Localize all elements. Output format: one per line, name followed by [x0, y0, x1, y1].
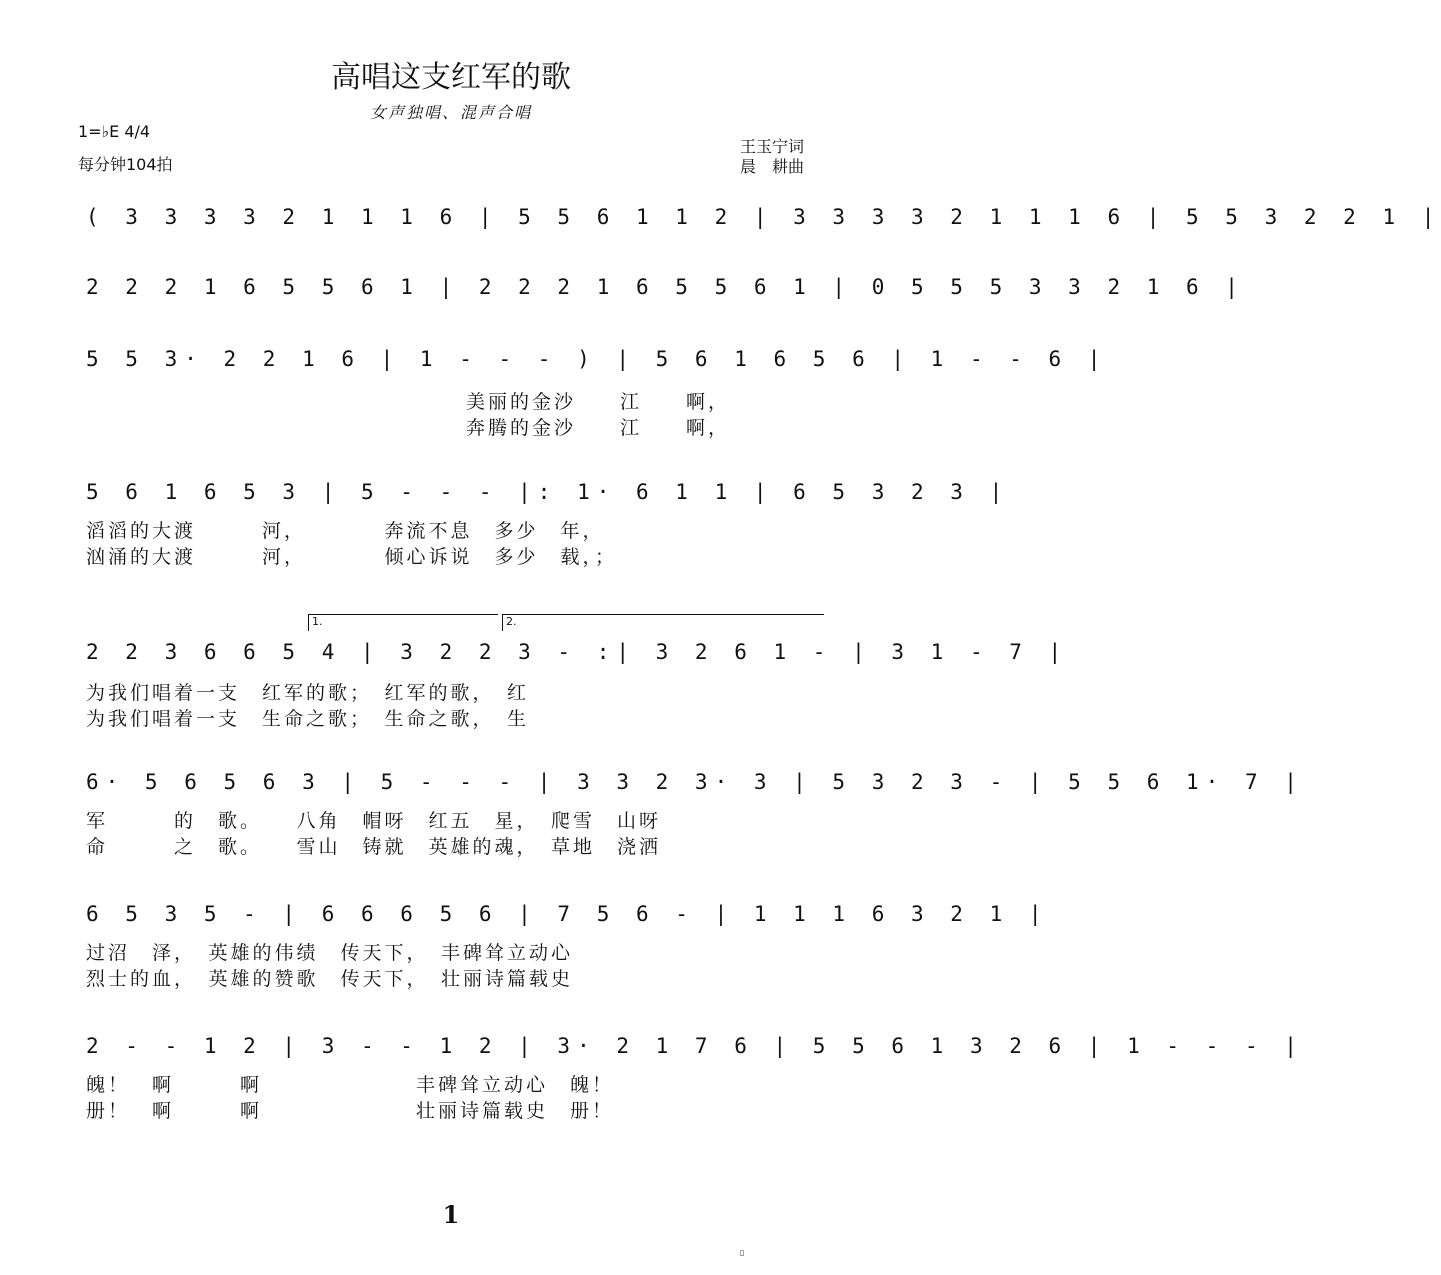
lyrics-verse-1: 美丽的金沙 江 啊， [466, 391, 731, 413]
score-system-4 [0, 480, 1010, 580]
corner-mark: ▯ [740, 1248, 745, 1257]
score-system-8 [0, 1034, 1304, 1134]
lyrics-verse-2: 命 之 歌。 雪山 铸就 英雄的魂， 草地 浇洒 [86, 836, 662, 858]
score-system-3 [0, 347, 1108, 447]
score-system-5 [0, 615, 1069, 740]
system-notes: 2 2 3 6 6 5 4 | 3 2 2 3 - :| 3 2 6 1 - | 3 1 - 7 | [86, 640, 1069, 664]
song-subtitle: 女声独唱、混声合唱 [369, 103, 532, 122]
lyricist-credit: 王玉宁词 [740, 137, 805, 156]
key-signature: 1=♭E 4/4 [78, 122, 151, 141]
system-notes: 2 2 2 1 6 5 5 6 1 | 2 2 2 1 6 5 5 6 1 | 0 5 5 5 3 3 2 1 6 | [86, 275, 1245, 299]
system-notes: 6 5 3 5 - | 6 6 6 5 6 | 7 5 6 - | 1 1 1 6 3 2 1 | [86, 902, 1049, 926]
lyrics-verse-2: 为我们唱着一支 生命之歌； 生命之歌， 生 [86, 708, 530, 730]
system-notes: 5 6 1 6 5 3 | 5 - - - |: 1· 6 1 1 | 6 5 3 2 3 | [86, 480, 1010, 504]
system-notes: ( 3 3 3 3 2 1 1 1 6 | 5 5 6 1 1 2 | 3 3 3 3 2 1 1 1 6 | 5 5 3 2 2 1 | [86, 205, 1441, 229]
system-notes: 5 5 3· 2 2 1 6 | 1 - - - ) | 5 6 1 6 5 6 | 1 - - 6 | [86, 347, 1108, 371]
lyrics-verse-1: 军 的 歌。 八角 帽呀 红五 星， 爬雪 山呀 [86, 810, 662, 832]
lyrics-verse-2: 奔腾的金沙 江 啊， [466, 417, 731, 439]
lyrics-verse-2: 册！ 啊 啊 壮丽诗篇载史 册！ [86, 1100, 615, 1122]
second-ending-bracket: 2. [502, 614, 824, 631]
score-system-1 [0, 205, 1441, 245]
lyrics-verse-2: 汹涌的大渡 河， 倾心诉说 多少 载，； [86, 546, 618, 568]
lyrics-verse-1: 魄！ 啊 啊 丰碑耸立动心 魄！ [86, 1074, 615, 1096]
system-notes: 6· 5 6 5 6 3 | 5 - - - | 3 3 2 3· 3 | 5 3 2 3 - | 5 5 6 1· 7 | [86, 770, 1304, 794]
page-number: 1 [442, 1200, 460, 1229]
first-ending-bracket: 1. [308, 614, 498, 631]
lyrics-verse-1: 滔滔的大渡 河， 奔流不息 多少 年， [86, 520, 605, 542]
score-system-6 [0, 770, 1304, 870]
score-system-2 [0, 275, 1245, 315]
score-system-7 [0, 902, 1049, 1002]
composer-credit: 晨 耕曲 [740, 157, 805, 176]
lyrics-verse-2: 烈士的血， 英雄的赞歌 传天下， 壮丽诗篇载史 [86, 968, 574, 990]
lyrics-verse-1: 过沼 泽， 英雄的伟绩 传天下， 丰碑耸立动心 [86, 942, 574, 964]
tempo-marking: 每分钟104拍 [78, 155, 173, 174]
system-notes: 2 - - 1 2 | 3 - - 1 2 | 3· 2 1 7 6 | 5 5 6 1 3 2 6 | 1 - - - | [86, 1034, 1304, 1058]
song-title: 高唱这支红军的歌 [331, 60, 571, 95]
lyrics-verse-1: 为我们唱着一支 红军的歌； 红军的歌， 红 [86, 682, 530, 704]
